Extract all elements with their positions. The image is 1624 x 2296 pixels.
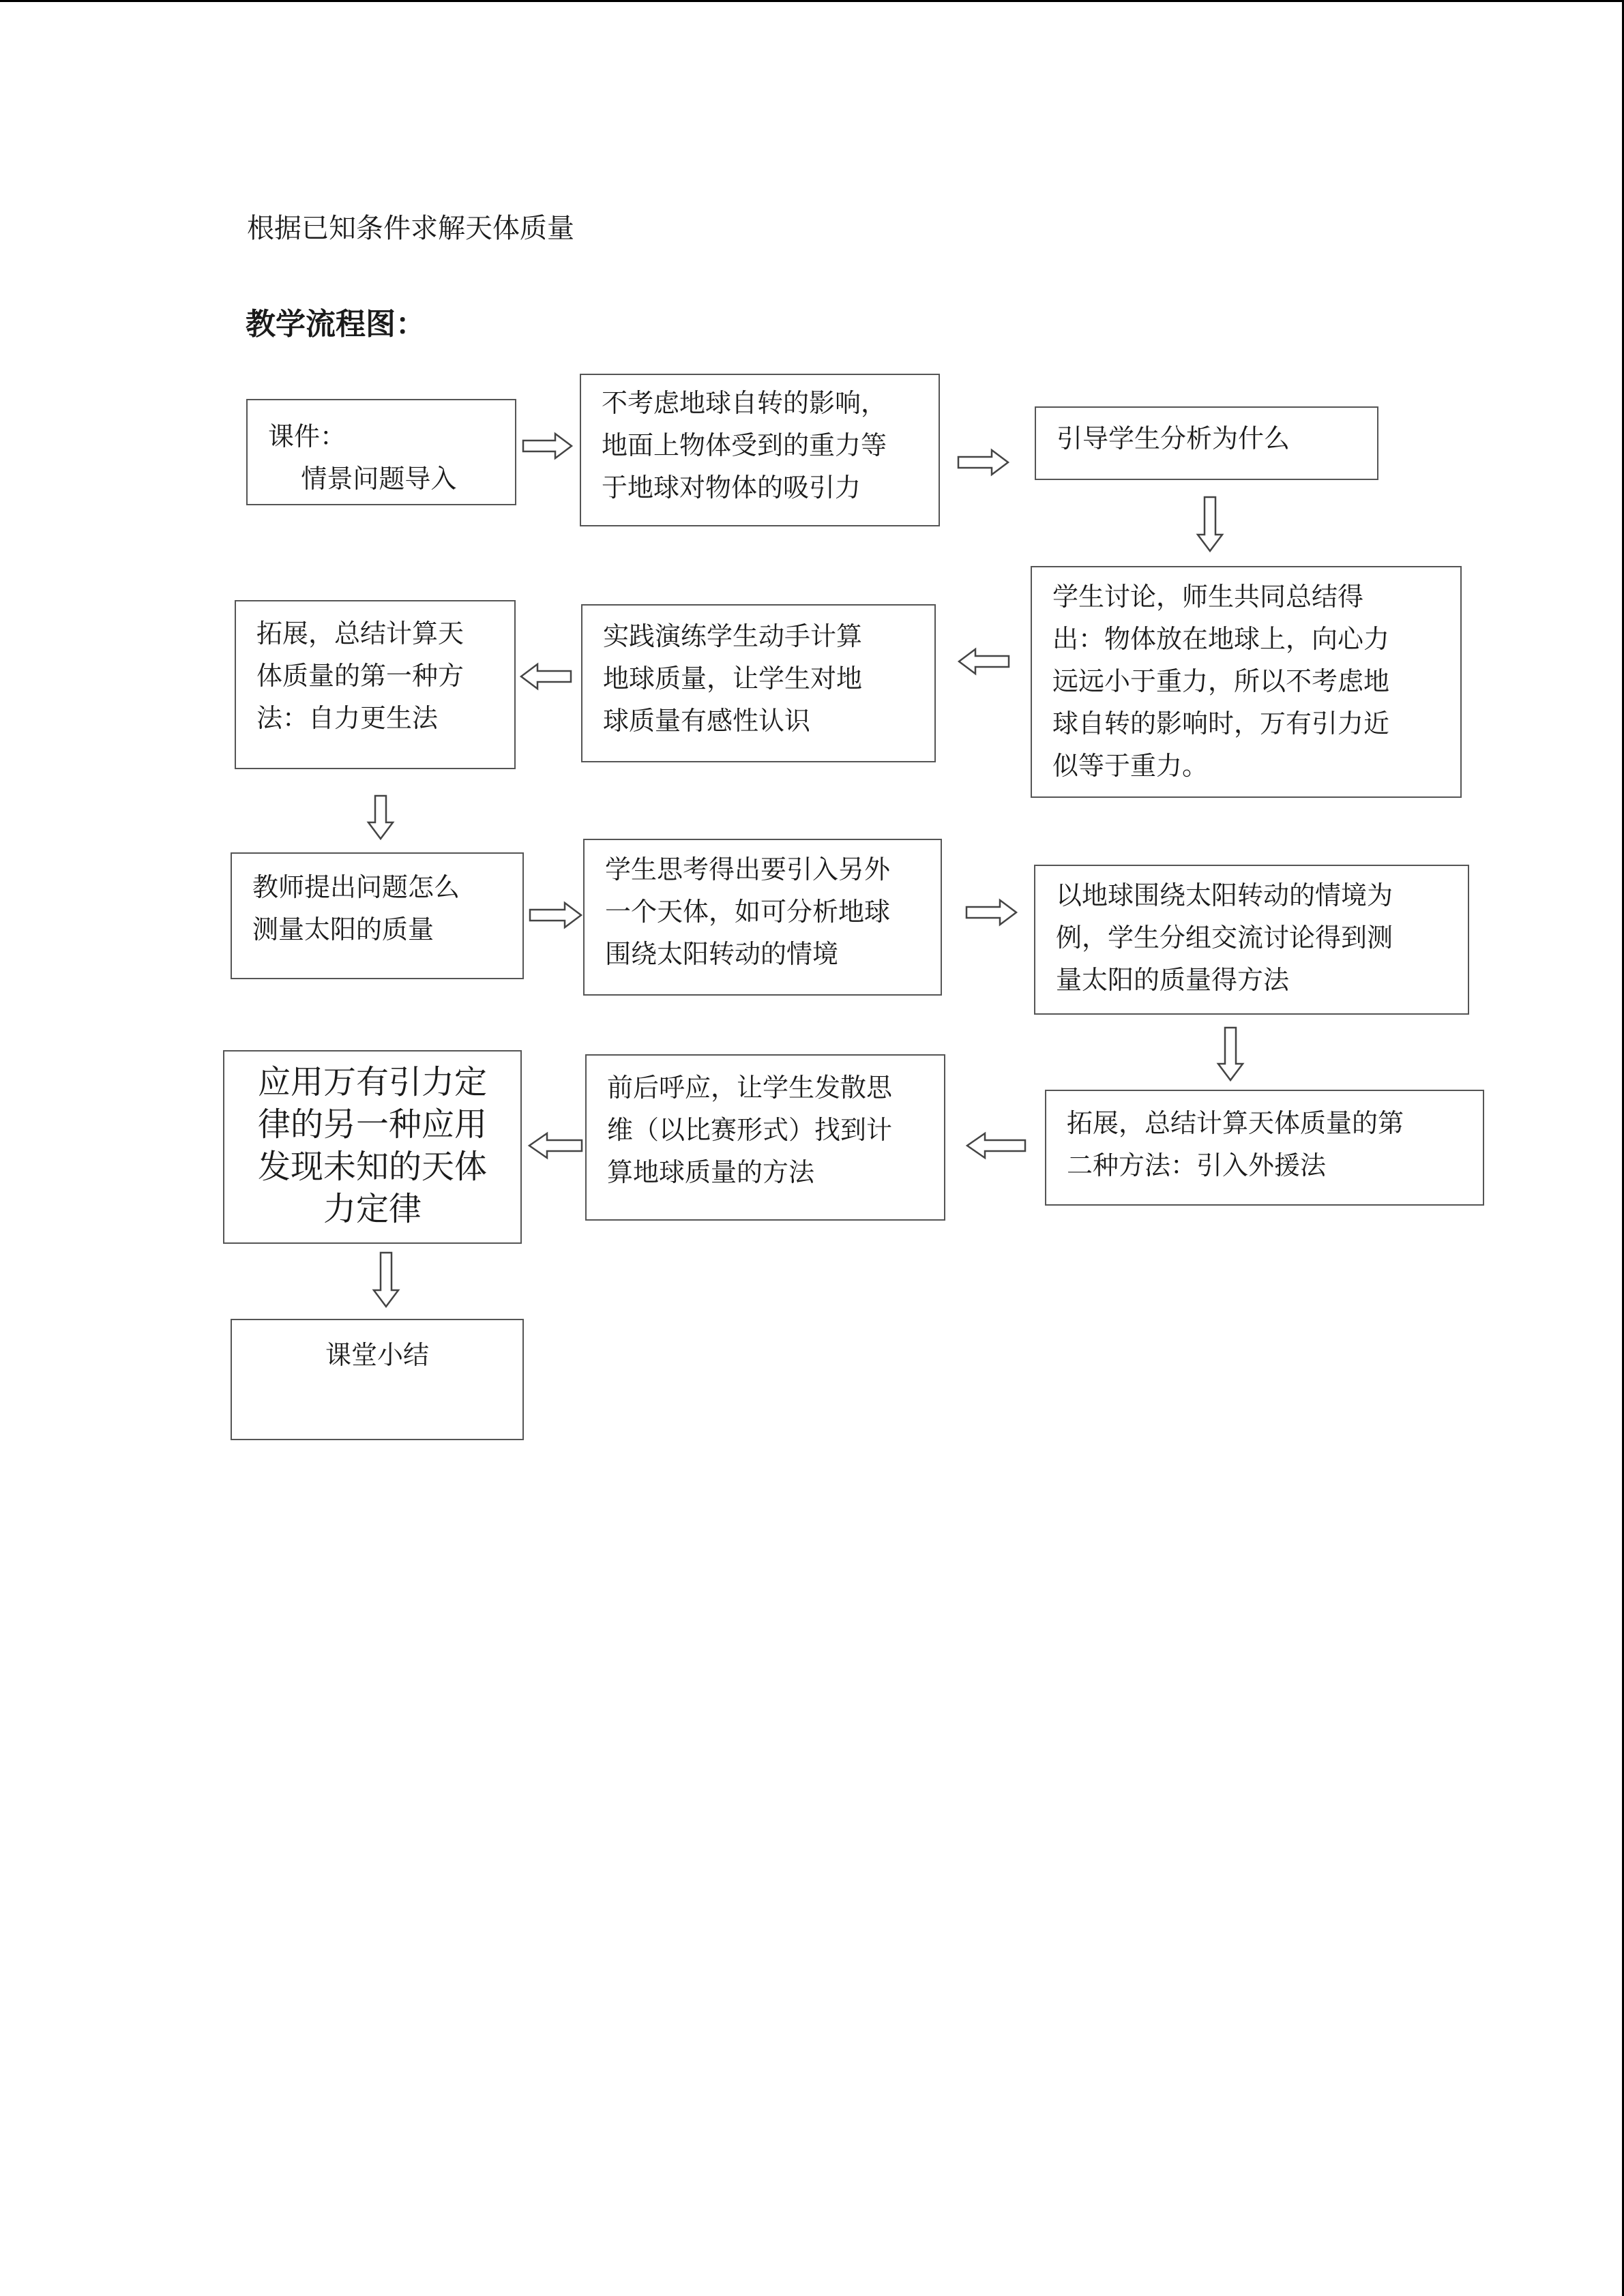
node-gravitation-application	[223, 1050, 522, 1244]
arrow-left-icon	[966, 1132, 1026, 1159]
node-line: 引导学生分析为什么	[1057, 423, 1290, 453]
node-line: 不考虑地球自转的影响，	[602, 388, 887, 418]
node-line: 学生思考得出要引入另外	[605, 854, 891, 884]
arrow-down-icon	[1196, 496, 1224, 552]
node-line: 维（以比赛形式）找到计	[607, 1115, 893, 1145]
node-line: 算地球质量的方法	[607, 1157, 815, 1187]
arrow-right-icon	[529, 901, 582, 929]
node-line: 测量太阳的质量	[252, 914, 434, 944]
node-line: 拓展，总结计算天体质量的第	[1067, 1108, 1404, 1138]
node-ignore-rotation	[580, 374, 940, 526]
arrow-left-icon	[958, 648, 1009, 675]
node-line: 法：自力更生法	[256, 703, 439, 733]
node-line: 地球质量，让学生对地	[603, 664, 863, 694]
arrow-right-icon	[958, 449, 1009, 476]
node-extension-method-1	[235, 600, 516, 769]
node-guide-analysis	[1035, 406, 1378, 480]
node-line: 一个天体，如可分析地球	[605, 897, 891, 927]
node-line: 量太阳的质量得方法	[1056, 965, 1290, 995]
node-line: 例，学生分组交流讨论得到测	[1056, 923, 1393, 953]
node-line: 课件：	[268, 421, 346, 451]
node-line: 远远小于重力，所以不考虑地	[1052, 666, 1390, 696]
node-teacher-question	[231, 852, 524, 979]
node-line: 前后呼应，让学生发散思	[607, 1073, 893, 1103]
node-courseware-intro	[246, 399, 516, 505]
intro-text: 根据已知条件求解天体质量	[247, 213, 574, 244]
arrow-left-icon	[528, 1132, 582, 1159]
node-line: 球质量有感性认识	[603, 706, 811, 736]
node-line: 力定律	[323, 1190, 422, 1228]
node-line: 二种方法：引入外援法	[1067, 1150, 1327, 1180]
node-line: 似等于重力。	[1052, 751, 1209, 781]
flowchart-heading: 教学流程图：	[246, 307, 426, 342]
node-line: 情景问题导入	[268, 464, 457, 494]
node-line: 球自转的影响时，万有引力近	[1052, 709, 1390, 739]
node-line: 体质量的第一种方	[256, 661, 464, 691]
arrow-right-icon	[522, 432, 573, 460]
node-extension-method-2	[1045, 1090, 1484, 1206]
node-line: 围绕太阳转动的情境	[605, 939, 839, 969]
arrow-right-icon	[966, 899, 1018, 926]
arrow-down-icon	[367, 795, 394, 840]
node-line: 律的另一种应用	[257, 1105, 487, 1144]
node-line: 应用万有引力定	[257, 1063, 487, 1101]
node-class-summary	[231, 1319, 524, 1440]
node-line: 拓展，总结计算天	[256, 618, 464, 648]
node-line: 于地球对物体的吸引力	[602, 473, 861, 503]
node-student-think	[583, 839, 942, 996]
page-top-border	[0, 0, 1624, 2]
node-line: 以地球围绕太阳转动的情境为	[1056, 880, 1393, 910]
node-line: 教师提出问题怎么	[252, 872, 460, 902]
arrow-down-icon	[1217, 1027, 1244, 1082]
node-line: 实践演练学生动手计算	[603, 621, 863, 651]
node-echo-divergent	[585, 1054, 945, 1221]
node-line: 出：物体放在地球上，向心力	[1052, 624, 1390, 654]
node-line: 地面上物体受到的重力等	[602, 430, 887, 460]
node-earth-sun-scenario	[1034, 865, 1469, 1015]
arrow-down-icon	[372, 1252, 400, 1308]
node-student-discussion	[1031, 566, 1462, 798]
node-line: 发现未知的天体	[257, 1148, 487, 1186]
arrow-left-icon	[520, 663, 572, 690]
node-line: 课堂小结	[325, 1340, 429, 1370]
node-line: 学生讨论，师生共同总结得	[1052, 582, 1364, 612]
node-practice-calc	[581, 604, 936, 762]
